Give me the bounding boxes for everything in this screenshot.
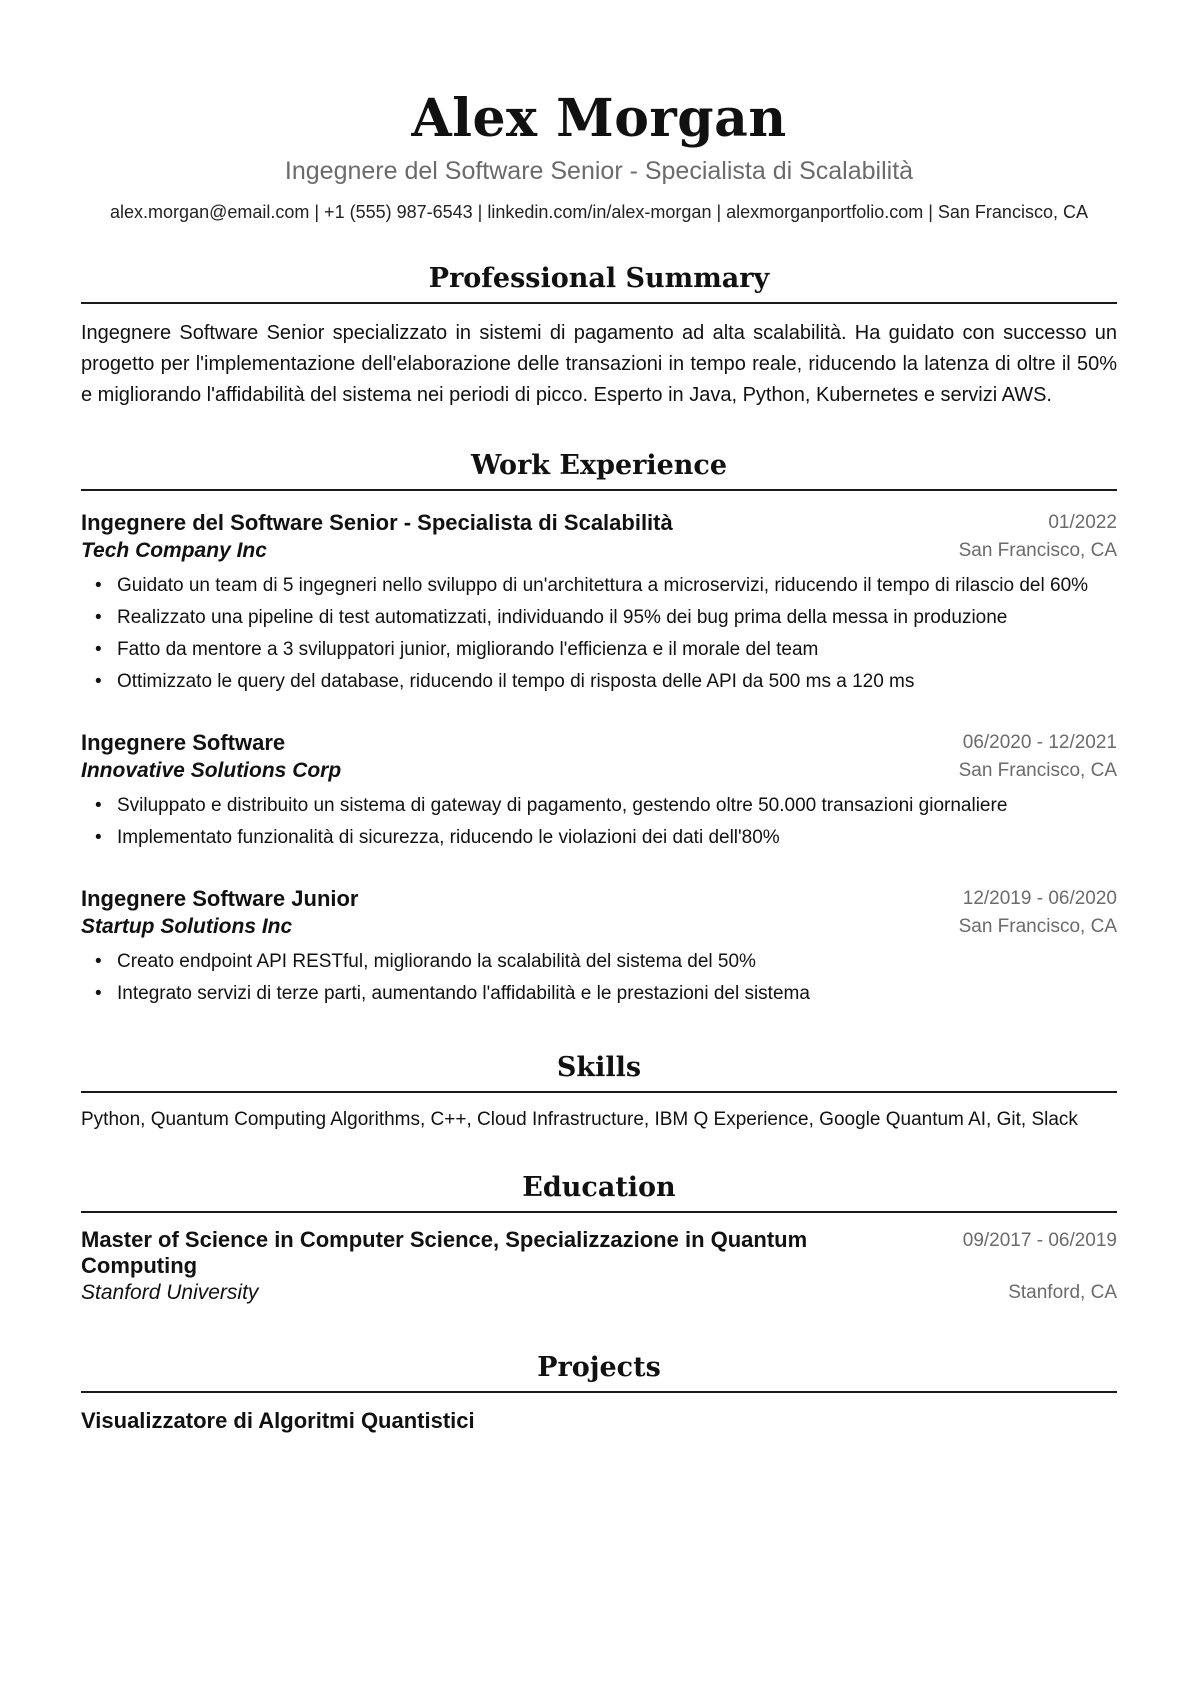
- job-bullet: [81, 825, 1117, 851]
- job-company-row: [81, 757, 1117, 785]
- bullet-dot: •: [95, 607, 102, 628]
- education-location: Stanford, CA: [1008, 1282, 1117, 1303]
- job-bullet-text: Fatto da mentore a 3 sviluppatori junior, migliorando l'efficienza e il morale del team: [117, 639, 819, 660]
- skills-section: [81, 1051, 1117, 1133]
- job-bullets: [81, 793, 1117, 851]
- job-bullet: [81, 793, 1117, 819]
- education-title-row: [81, 1227, 1117, 1279]
- school-name: Stanford University: [81, 1281, 259, 1304]
- job-bullet: [81, 949, 1117, 975]
- candidate-headline: Ingegnere del Software Senior - Specialista di Scalabilità: [284, 157, 914, 185]
- job-bullet-text: Ottimizzato le query del database, riducendo il tempo di risposta delle API da 500 ms a 120 ms: [117, 671, 915, 692]
- job-bullet: [81, 981, 1117, 1007]
- job-entry: [81, 729, 1117, 851]
- job-location: San Francisco, CA: [958, 760, 1117, 781]
- bullet-dot: •: [95, 827, 102, 848]
- education-school-row: [81, 1279, 1117, 1307]
- education-section: [81, 1171, 1117, 1307]
- job-location: San Francisco, CA: [958, 916, 1117, 937]
- projects-heading: Projects: [81, 1351, 1117, 1393]
- projects-section: [81, 1351, 1117, 1435]
- job-bullet-text: Creato endpoint API RESTful, migliorando la scalabilità del sistema del 50%: [117, 951, 756, 972]
- summary-section: [81, 262, 1117, 411]
- summary-text: Ingegnere Software Senior specializzato in sistemi di pagamento ad alta scalabilità. Ha guidato con successo un progetto per l'implementazione dell'elaborazione delle transazioni in tempo reale, riducendo la latenza di oltre il 50% e migliorando l'affidabilità del sistema nei periodi di picco. Esperto in Java, Python, Kubernetes e servizi AWS.: [81, 322, 1117, 406]
- job-title: Ingegnere Software Junior: [81, 886, 359, 911]
- summary-heading: Professional Summary: [81, 262, 1117, 304]
- skills-text: Python, Quantum Computing Algorithms, C++, Cloud Infrastructure, IBM Q Experience, Google Quantum AI, Git, Slack: [81, 1109, 1078, 1130]
- job-title-row: [81, 885, 1117, 913]
- job-bullet: [81, 669, 1117, 695]
- job-entry: [81, 509, 1117, 695]
- job-entry: [81, 885, 1117, 1007]
- job-date: 01/2022: [1048, 512, 1117, 533]
- skills-heading: Skills: [81, 1051, 1117, 1093]
- job-title-row: [81, 509, 1117, 537]
- education-heading: Education: [81, 1171, 1117, 1213]
- bullet-dot: •: [95, 671, 102, 692]
- job-company: Innovative Solutions Corp: [81, 759, 342, 782]
- bullet-dot: •: [95, 951, 102, 972]
- job-company: Tech Company Inc: [81, 539, 267, 562]
- resume-page: [81, 0, 1117, 1435]
- job-title: Ingegnere del Software Senior - Specialista di Scalabilità: [81, 510, 673, 535]
- job-date: 12/2019 - 06/2020: [962, 888, 1117, 909]
- contact-line: alex.morgan@email.com | +1 (555) 987-6543 | linkedin.com/in/alex-morgan | alexmorganportfolio.com | San Francisco, CA: [110, 202, 1088, 222]
- job-bullet-text: Implementato funzionalità di sicurezza, riducendo le violazioni dei dati dell'80%: [117, 827, 780, 848]
- project-title: Visualizzatore di Algoritmi Quantistici: [81, 1408, 475, 1433]
- bullet-dot: •: [95, 575, 102, 596]
- job-bullets: [81, 949, 1117, 1007]
- job-bullet-text: Sviluppato e distribuito un sistema di gateway di pagamento, gestendo oltre 50.000 transazioni giornaliere: [117, 795, 1008, 816]
- job-location: San Francisco, CA: [958, 540, 1117, 561]
- degree-title: Master of Science in Computer Science, Specializzazione in Quantum Computing: [81, 1227, 808, 1278]
- job-title: Ingegnere Software: [81, 730, 286, 755]
- job-title-row: [81, 729, 1117, 757]
- job-company-row: [81, 913, 1117, 941]
- job-company: Startup Solutions Inc: [81, 915, 293, 938]
- job-bullet-text: Integrato servizi di terze parti, aumentando l'affidabilità e le prestazioni del sistema: [117, 983, 810, 1004]
- experience-heading: Work Experience: [81, 449, 1117, 491]
- job-bullet-text: Realizzato una pipeline di test automatizzati, individuando il 95% dei bug prima della messa in produzione: [117, 607, 1008, 628]
- education-date: 09/2017 - 06/2019: [962, 1230, 1117, 1251]
- job-date: 06/2020 - 12/2021: [962, 732, 1117, 753]
- job-bullet: [81, 605, 1117, 631]
- bullet-dot: •: [95, 795, 102, 816]
- job-bullet: [81, 573, 1117, 599]
- candidate-name: Alex Morgan: [411, 88, 787, 149]
- job-bullet: [81, 637, 1117, 663]
- job-bullets: [81, 573, 1117, 695]
- bullet-dot: •: [95, 639, 102, 660]
- job-company-row: [81, 537, 1117, 565]
- job-bullet-text: Guidato un team di 5 ingegneri nello sviluppo di un'architettura a microservizi, riducendo il tempo di rilascio del 60%: [117, 575, 1089, 596]
- education-entry: [81, 1227, 1117, 1307]
- bullet-dot: •: [95, 983, 102, 1004]
- experience-section: [81, 449, 1117, 1007]
